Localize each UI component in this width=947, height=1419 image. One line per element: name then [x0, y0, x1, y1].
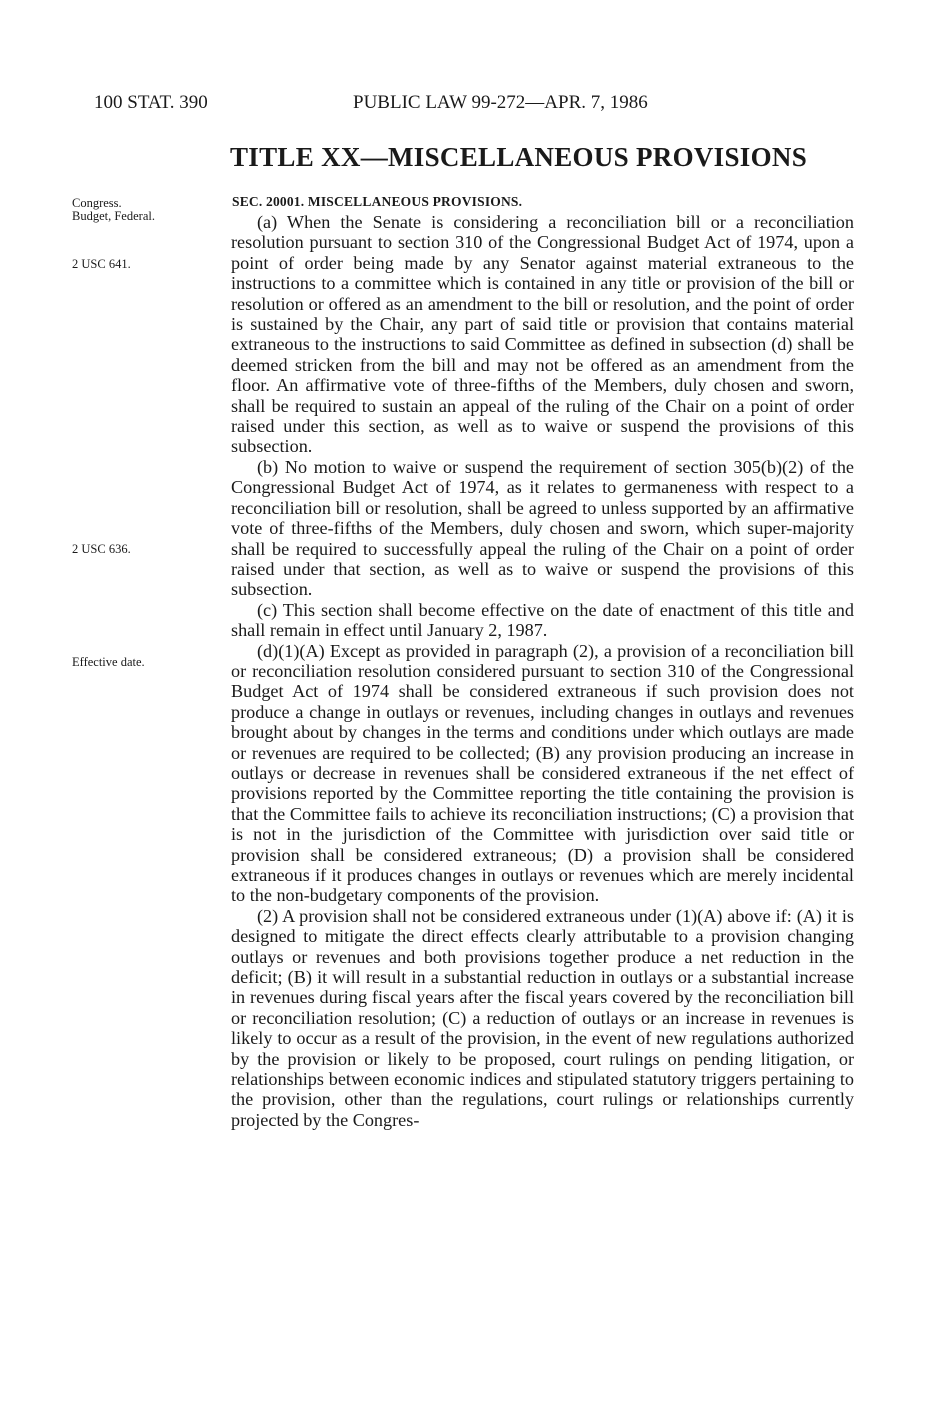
- paragraph-b: (b) No motion to waive or suspend the requirement of section 305(b)(2) of the Congressional Budget Act of 1974, as it relates to germaneness with respect to a reconciliation bill or resolution, shall be agreed to unless supported by an affirmative vote of three-fifths of the Members, duly chosen and sworn, which super-majority shall be required to successfully appeal the ruling of the Chair on a point of order raised under that section, as well as to waive or suspend the provisions of this subsection.: [231, 456, 854, 600]
- margin-note-usc-641: 2 USC 641.: [72, 257, 131, 271]
- margin-note-budget: Budget, Federal.: [72, 209, 155, 223]
- margin-note-congress: Congress.: [72, 196, 122, 210]
- section-body: [231, 212, 854, 1130]
- paragraph-c: (c) This section shall become effective on the date of enactment of this title and shall remain in effect until January 2, 1987.: [231, 599, 854, 641]
- public-law-header: PUBLIC LAW 99-272—APR. 7, 1986: [353, 92, 648, 113]
- margin-note-usc-636: 2 USC 636.: [72, 542, 131, 556]
- margin-note-effective-date: Effective date.: [72, 655, 145, 669]
- section-heading: SEC. 20001. MISCELLANEOUS PROVISIONS.: [232, 194, 523, 209]
- paragraph-d2: (2) A provision shall not be considered extraneous under (1)(A) above if: (A) it is designed to mitigate the direct effects clearly attributable to a provision changing outlays or revenues and both provisions together produce a net reduction in the deficit; (B) it will result in a substantial reduction in outlays or a substantial increase in revenues during fiscal years after the fiscal years covered by the reconciliation bill or reconciliation resolution; (C) a reduction of outlays or an increase in revenues is likely to occur as a result of the provision, in the event of new regulations authorized by the provision or likely to be proposed, court rulings on pending litigation, or relationships between economic indices and stipulated statutory triggers pertaining to the provision, other than the regulations, court rulings or relationships currently projected by the Congres-: [231, 905, 854, 1130]
- title-heading: TITLE XX—MISCELLANEOUS PROVISIONS: [230, 142, 808, 172]
- stat-page-reference: 100 STAT. 390: [94, 92, 208, 113]
- paragraph-a: (a) When the Senate is considering a reconciliation bill or a reconciliation resolution pursuant to section 310 of the Congressional Budget Act of 1974, upon a point of order being made by any Senator against material extraneous to the instructions to a committee which is contained in any title or provision of the bill or resolution or offered as an amendment to the bill or resolution, and the point of order is sustained by the Chair, any part of said title or provision that contains material extraneous to the instructions to said Committee as defined in subsection (d) shall be deemed stricken from the bill and may not be offered as an amendment from the floor. An affirmative vote of three-fifths of the Members, duly chosen and sworn, shall be required to sustain an appeal of the ruling of the Chair on a point of order raised under this section, as well as to waive or suspend the provisions of this subsection.: [231, 212, 854, 457]
- paragraph-d1: (d)(1)(A) Except as provided in paragraph (2), a provision of a reconciliation bill or reconciliation resolution considered pursuant to section 310 of the Congressional Budget Act of 1974 shall be considered extraneous if such provision does not produce a change in outlays or revenues, including changes in outlays and revenues brought about by changes in the terms and conditions under which outlays are made or revenues are required to be collected; (B) any provision producing an increase in outlays or decrease in revenues shall be considered extraneous if the net effect of provisions reported by the Committee reporting the title containing the provision is that the Committee fails to achieve its reconciliation instructions; (C) a provision that is not in the jurisdiction of the Committee with jurisdiction over said title or provision shall be considered extraneous; (D) a provision shall be considered extraneous if it produces changes in outlays or revenues which are merely incidental to the non-budgetary components of the provision.: [231, 640, 854, 906]
